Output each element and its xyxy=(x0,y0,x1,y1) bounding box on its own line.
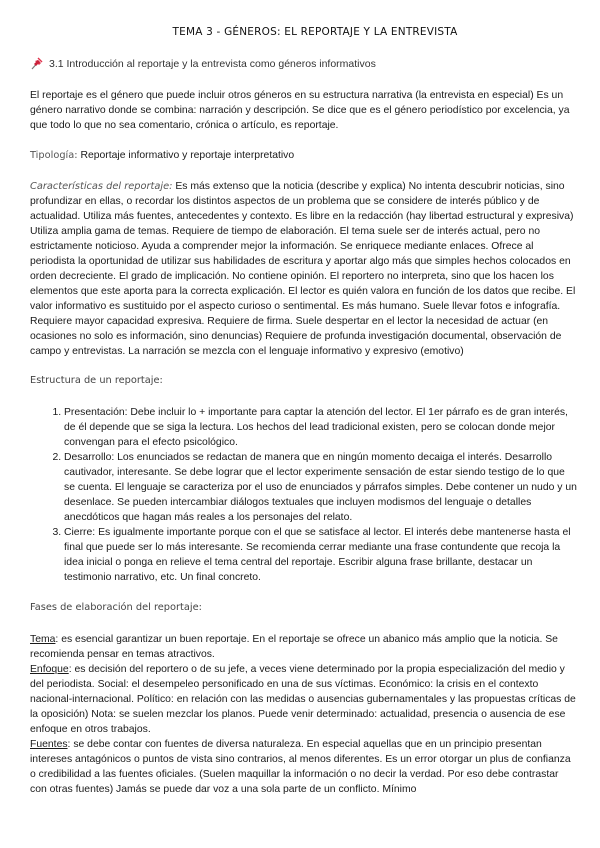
fases-heading: Fases de elaboración del reportaje: xyxy=(30,602,202,613)
fase-tema-text: : es esencial garantizar un buen reportaje. En el reportaje se ofrece un abanico más amplio que la noticia. Se recomienda pensar en temas atractivos. xyxy=(30,634,558,660)
caracteristicas-paragraph xyxy=(30,179,578,359)
fase-tema-label: Tema xyxy=(30,634,56,645)
caracteristicas-label: Características del reportaje: xyxy=(30,181,173,192)
estructura-heading: Estructura de un reportaje: xyxy=(30,375,163,386)
tipologia-text: Reportaje informativo y reportaje interpretativo xyxy=(77,150,295,161)
fase-tema xyxy=(30,632,578,662)
pushpin-icon xyxy=(30,57,43,70)
page-title: TEMA 3 - GÉNEROS: EL REPORTAJE Y LA ENTREVISTA xyxy=(172,26,458,38)
list-item: 3. Cierre: Es igualmente importante porque con el que se satisface al lector. El interés debe mantenerse hasta el final que puede ser lo más interesante. Se recomienda cerrar mediante una frase contundente que recoja la idea inicial o ponga en relieve el tema central del reportaje. Escribir alguna frase brillante, destacar un testimonio narrativo, etc. Un final concreto. xyxy=(64,525,578,585)
caracteristicas-text: Es más extenso que la noticia (describe y explica) No intenta descubrir noticias, sino profundizar en ellas, o recordar los distintos aspectos de un problema que se considere de interés público y de actualidad. Utiliza más fuentes, antecedentes y contexto. Es libre en la redacción (hay libertad estructural y expresiva) Utiliza amplia gama de temas. Requiere de tiempo de elaboración. El tema suele ser de interés actual, pero no estrictamente noticioso. Ayuda a comprender mejor la información. Se enriquece mediante enlaces. Ofrece al periodista la oportunidad de utilizar sus habilidades de escritura y aportar algo más que simples hechos colocados en orden decreciente. El grado de implicación. No contiene opinión. El reportero no interpreta, sino que los hacen los elementos que este aporta para la correcta explicación. El lector es quién valora en función de los datos que recibe. El valor informativo es sustituido por el aspecto curioso o sentimental. Es más humano. Suele llevar fotos e infografía. Requiere mayor capacidad expresiva. Requiere de firma. Suele despertar en el lector la necesidad de actuar (en ocasiones no solo es información, sino denuncias) Requiere de profunda investigación documental, observación de campo y entrevistas. La narración se mezcla con el lenguaje informativo y expresivo (emotivo) xyxy=(30,181,576,357)
fase-fuentes xyxy=(30,737,578,797)
estructura-list xyxy=(30,405,578,585)
fase-fuentes-label: Fuentes xyxy=(30,739,68,750)
subsection-heading xyxy=(30,57,578,70)
document-page xyxy=(30,26,578,797)
list-item: 2. Desarrollo: Los enunciados se redactan de manera que en ningún momento decaiga el interés. Desarrollo cautivador, interesante. Se debe lograr que el lector experimente sensación de estar siendo testigo de lo que se cuenta. El lenguaje se caracteriza por el uso de enunciados y párrafos simples. Debe contener un nudo y un desenlace. Se pueden intercambiar diálogos textuales que incluyen modismos del lenguaje o detalles anecdóticos que hagan más reales a los personajes del relato. xyxy=(64,450,578,525)
fases-section xyxy=(30,632,578,797)
intro-paragraph: El reportaje es el género que puede incluir otros géneros en su estructura narrativa (la entrevista en especial) Es un género narrativo donde se combina: narración y descripción. Se dice que es el género periodístico por excelencia, ya que todo lo que no sea comentario, crónica o artículo, es reportaje. xyxy=(30,90,570,131)
fase-enfoque-label: Enfoque xyxy=(30,664,69,675)
fase-enfoque-text: : es decisión del reportero o de su jefe, a veces viene determinado por la propia especialización del medio y del periodista. Social: el desempeleo personificado en una de sus víctimas. Económico: la crisis en el contexto nacional-internacional. Político: en relación con las medidas o ausencias gubernamentales y las propuestas críticas de la oposición) Nota: se suelen mezclar los planos. Puede venir determinado: actualidad, presencia o ausencia de ese enfoque en otros trabajos. xyxy=(30,664,576,735)
fase-enfoque xyxy=(30,662,578,737)
tipologia-line xyxy=(30,148,578,163)
fase-fuentes-text: : se debe contar con fuentes de diversa naturaleza. En especial aquellas que en un principio presentan intereses antagónicos o puntos de vista sino contrarios, al menos diferentes. Es un error otorgar un plus de confianza o credibilidad a las fuentes oficiales. (Suelen maquillar la información o no decir la verdad. Por eso debe contrastar con otras fuentes) Jamás se puede dar voz a una sola parte de un conflicto. Mínimo xyxy=(30,739,571,795)
list-item: 1. Presentación: Debe incluir lo + importante para captar la atención del lector. El 1er párrafo es de gran interés, de él depende que se siga la lectura. Los hechos del lead tradicional existen, pero se colocan donde mejor convengan para el efecto psicológico. xyxy=(64,405,578,450)
tipologia-label: Tipología: xyxy=(30,150,78,161)
subsection-title: 3.1 Introducción al reportaje y la entrevista como géneros informativos xyxy=(49,57,376,70)
